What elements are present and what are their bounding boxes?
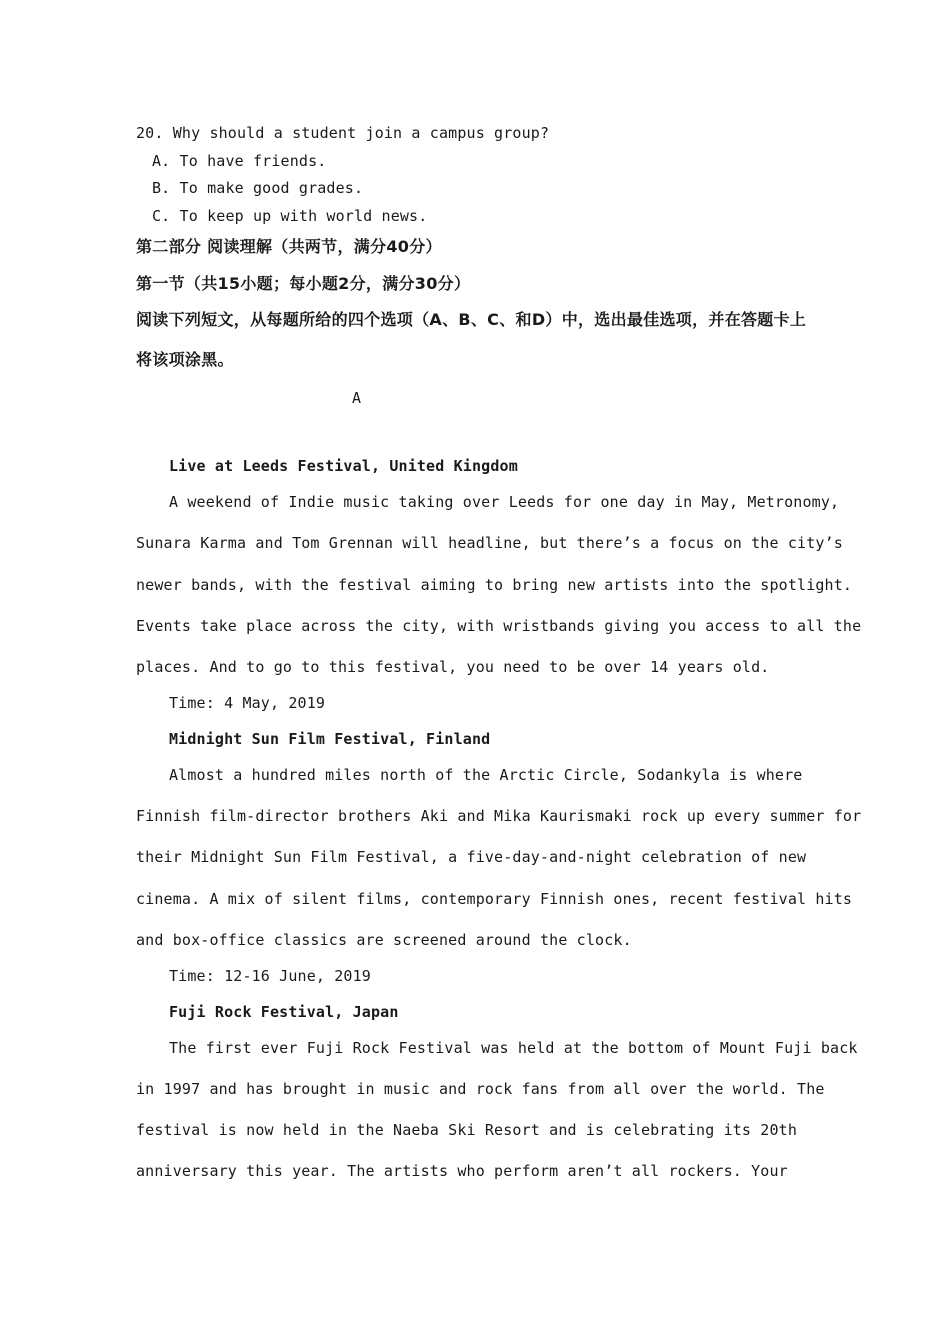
passage-time-leeds: Time: 4 May, 2019 [169, 694, 326, 712]
passage-line: Almost a hundred miles north of the Arctic Circle, Sodankyla is where [169, 766, 803, 784]
passage-line: their Midnight Sun Film Festival, a five-day-and-night celebration of new [136, 848, 807, 866]
passage-time-midnight-sun: Time: 12-16 June, 2019 [169, 967, 371, 985]
passage-line: festival is now held in the Naeba Ski Resort and is celebrating its 20th [136, 1121, 798, 1139]
passage-line: The first ever Fuji Rock Festival was held at the bottom of Mount Fuji back [169, 1039, 858, 1057]
passage-heading-fuji-rock: Fuji Rock Festival, Japan [169, 1003, 399, 1021]
passage-line: Events take place across the city, with wristbands giving you access to all the [136, 617, 862, 635]
passage-line: Finnish film-director brothers Aki and Mika Kaurismaki rock up every summer for [136, 807, 862, 825]
question-20-option-a: A. To have friends. [152, 152, 327, 170]
passage-line: in 1997 and has brought in music and rock fans from all over the world. The [136, 1080, 825, 1098]
passage-line: cinema. A mix of silent films, contemporary Finnish ones, recent festival hits [136, 890, 853, 908]
passage-line: and box-office classics are screened around the clock. [136, 931, 632, 949]
passage-heading-leeds: Live at Leeds Festival, United Kingdom [169, 457, 518, 475]
passage-line: places. And to go to this festival, you need to be over 14 years old. [136, 658, 770, 676]
instructions-line-2: 将该项涂黑。 [136, 350, 234, 369]
passage-letter: A [352, 389, 362, 407]
instructions-line-1: 阅读下列短文，从每题所给的四个选项（A、B、C、和D）中，选出最佳选项，并在答题卡上 [136, 310, 807, 329]
part-title: 第二部分 阅读理解（共两节，满分40分） [136, 237, 442, 256]
passage-line: A weekend of Indie music taking over Leeds for one day in May, Metronomy, [169, 493, 840, 511]
passage-line: Sunara Karma and Tom Grennan will headline, but there’s a focus on the city’s [136, 534, 843, 552]
passage-heading-midnight-sun: Midnight Sun Film Festival, Finland [169, 730, 491, 748]
passage-line: anniversary this year. The artists who perform aren’t all rockers. Your [136, 1162, 788, 1180]
question-20-stem: 20. Why should a student join a campus group? [136, 124, 550, 142]
passage-line: newer bands, with the festival aiming to bring new artists into the spotlight. [136, 576, 853, 594]
sub-section-title: 第一节（共15小题；每小题2分，满分30分） [136, 274, 471, 293]
question-20-option-b: B. To make good grades. [152, 179, 364, 197]
question-20-option-c: C. To keep up with world news. [152, 207, 428, 225]
